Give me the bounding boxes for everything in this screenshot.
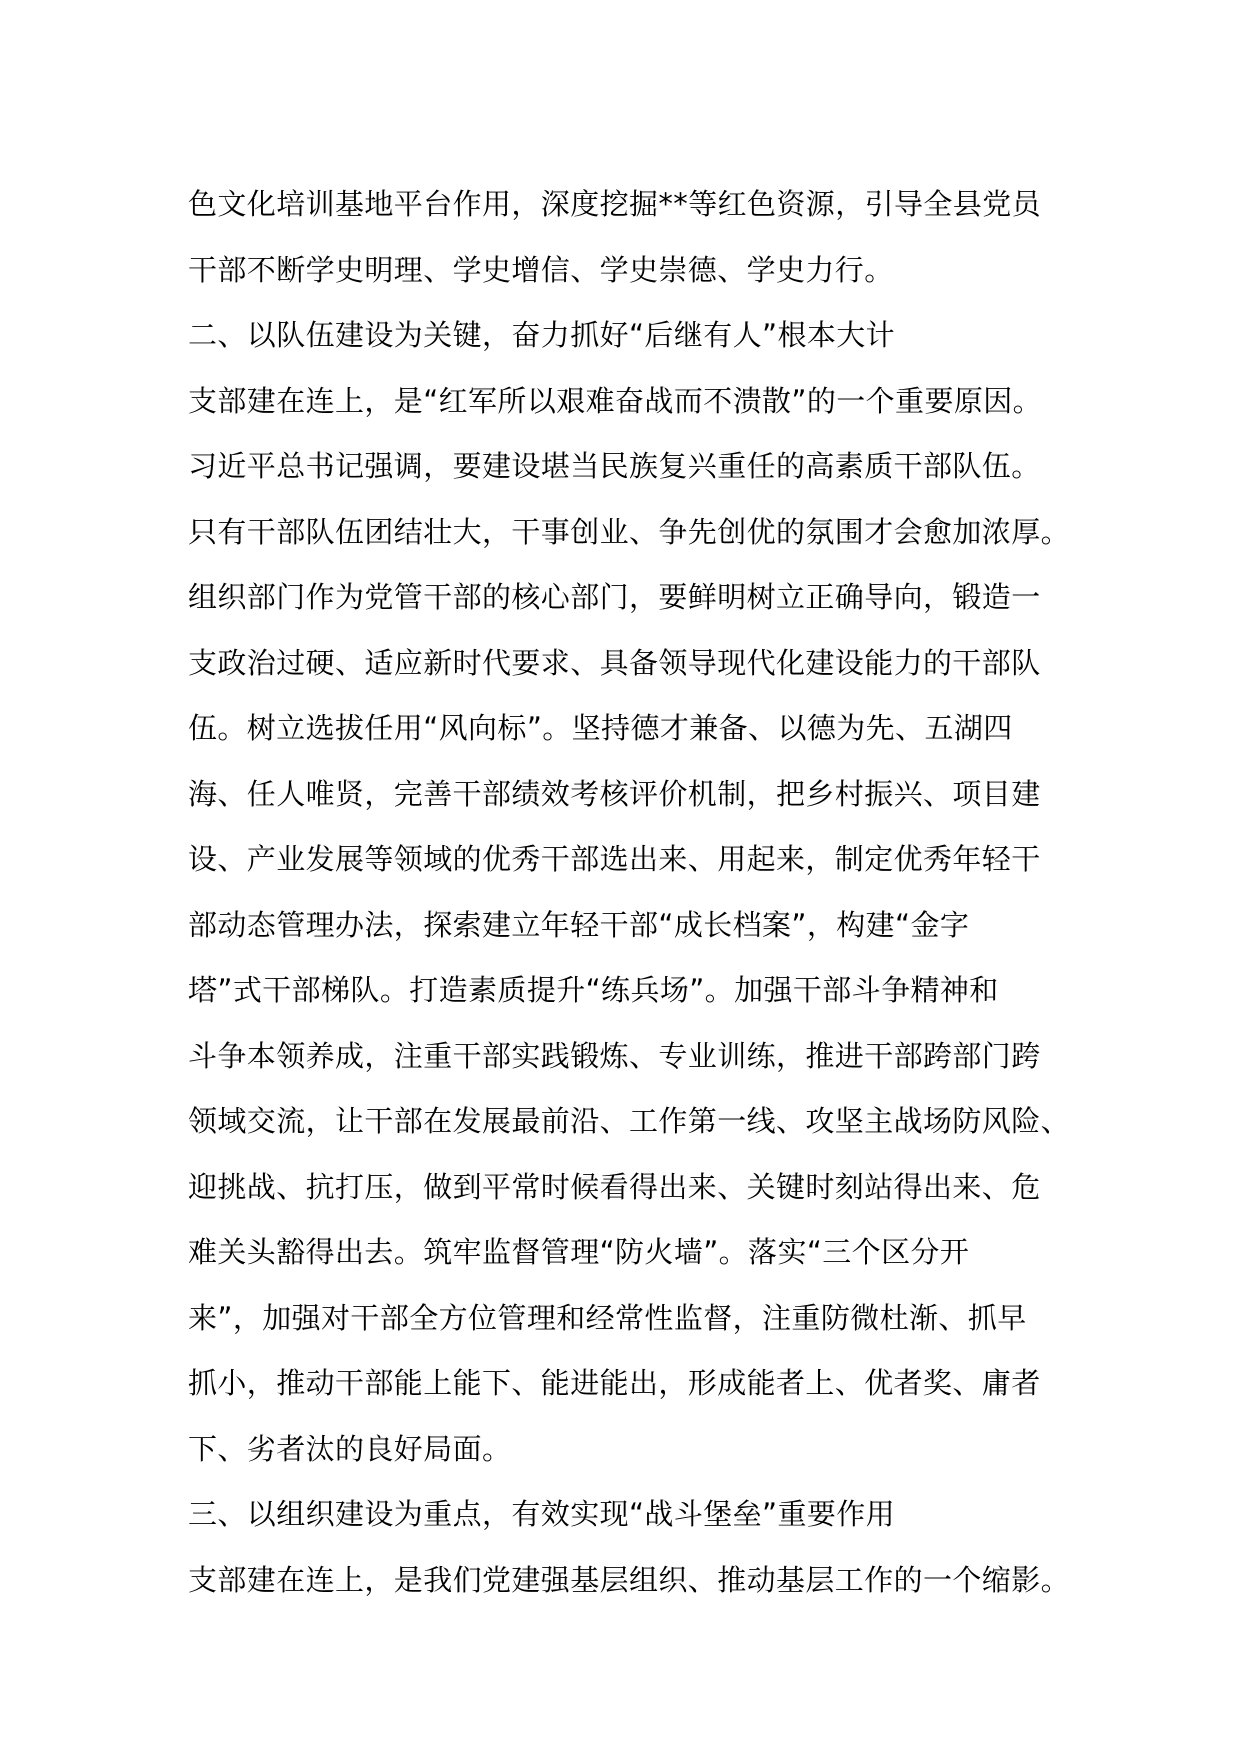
text-line: 来”，加强对干部全方位管理和经常性监督，注重防微杜渐、抓早	[188, 1300, 1027, 1335]
text-line: 支政治过硬、适应新时代要求、具备领导现代化建设能力的干部队	[188, 645, 1041, 680]
text-line: 设、产业发展等领域的优秀干部选出来、用起来，制定优秀年轻干	[188, 842, 1041, 876]
text-line: 支部建在连上，是我们党建强基层组织、推动基层工作的一个缩影。	[188, 1562, 1071, 1597]
text-line: 下、劣者汰的良好局面。	[188, 1431, 512, 1466]
text-line: 海、任人唯贤，完善干部绩效考核评价机制，把乡村振兴、项目建	[188, 776, 1041, 811]
text-line: 只有干部队伍团结壮大，干事创业、争先创优的氛围才会愈加浓厚。	[188, 514, 1071, 549]
document-body	[188, 172, 1088, 1613]
text-line: 领域交流，让干部在发展最前沿、工作第一线、攻坚主战场防风险、	[188, 1104, 1071, 1138]
text-line: 难关头豁得出去。筑牢监督管理“防火墙”。落实“三个区分开	[188, 1235, 970, 1269]
text-line: 塔”式干部梯队。打造素质提升“练兵场”。加强干部斗争精神和	[188, 973, 999, 1007]
section-heading: 二、以队伍建设为关键，奋力抓好“后继有人”根本大计	[188, 318, 896, 352]
text-line: 支部建在连上，是“红军所以艰难奋战而不溃散”的一个重要原因。	[188, 383, 1043, 418]
section-heading: 三、以组织建设为重点，有效实现“战斗堡垒”重要作用	[188, 1497, 896, 1531]
text-line: 组织部门作为党管干部的核心部门，要鲜明树立正确导向，锻造一	[188, 580, 1041, 614]
text-line: 迎挑战、抗打压，做到平常时候看得出来、关键时刻站得出来、危	[188, 1169, 1041, 1204]
text-line: 部动态管理办法，探索建立年轻干部“成长档案”，构建“金字	[188, 907, 970, 942]
text-line: 习近平总书记强调，要建设堪当民族复兴重任的高素质干部队伍。	[188, 449, 1041, 483]
text-line: 斗争本领养成，注重干部实践锻炼、专业训练，推进干部跨部门跨	[188, 1038, 1041, 1073]
text-line: 伍。树立选拔任用“风向标”。坚持德才兼备、以德为先、五湖四	[188, 711, 1013, 745]
text-line: 干部不断学史明理、学史增信、学史崇德、学史力行。	[188, 252, 894, 287]
text-line: 色文化培训基地平台作用，深度挖掘**等红色资源，引导全县党员	[188, 187, 1042, 221]
text-line: 抓小，推动干部能上能下、能进能出，形成能者上、优者奖、庸者	[188, 1366, 1041, 1400]
